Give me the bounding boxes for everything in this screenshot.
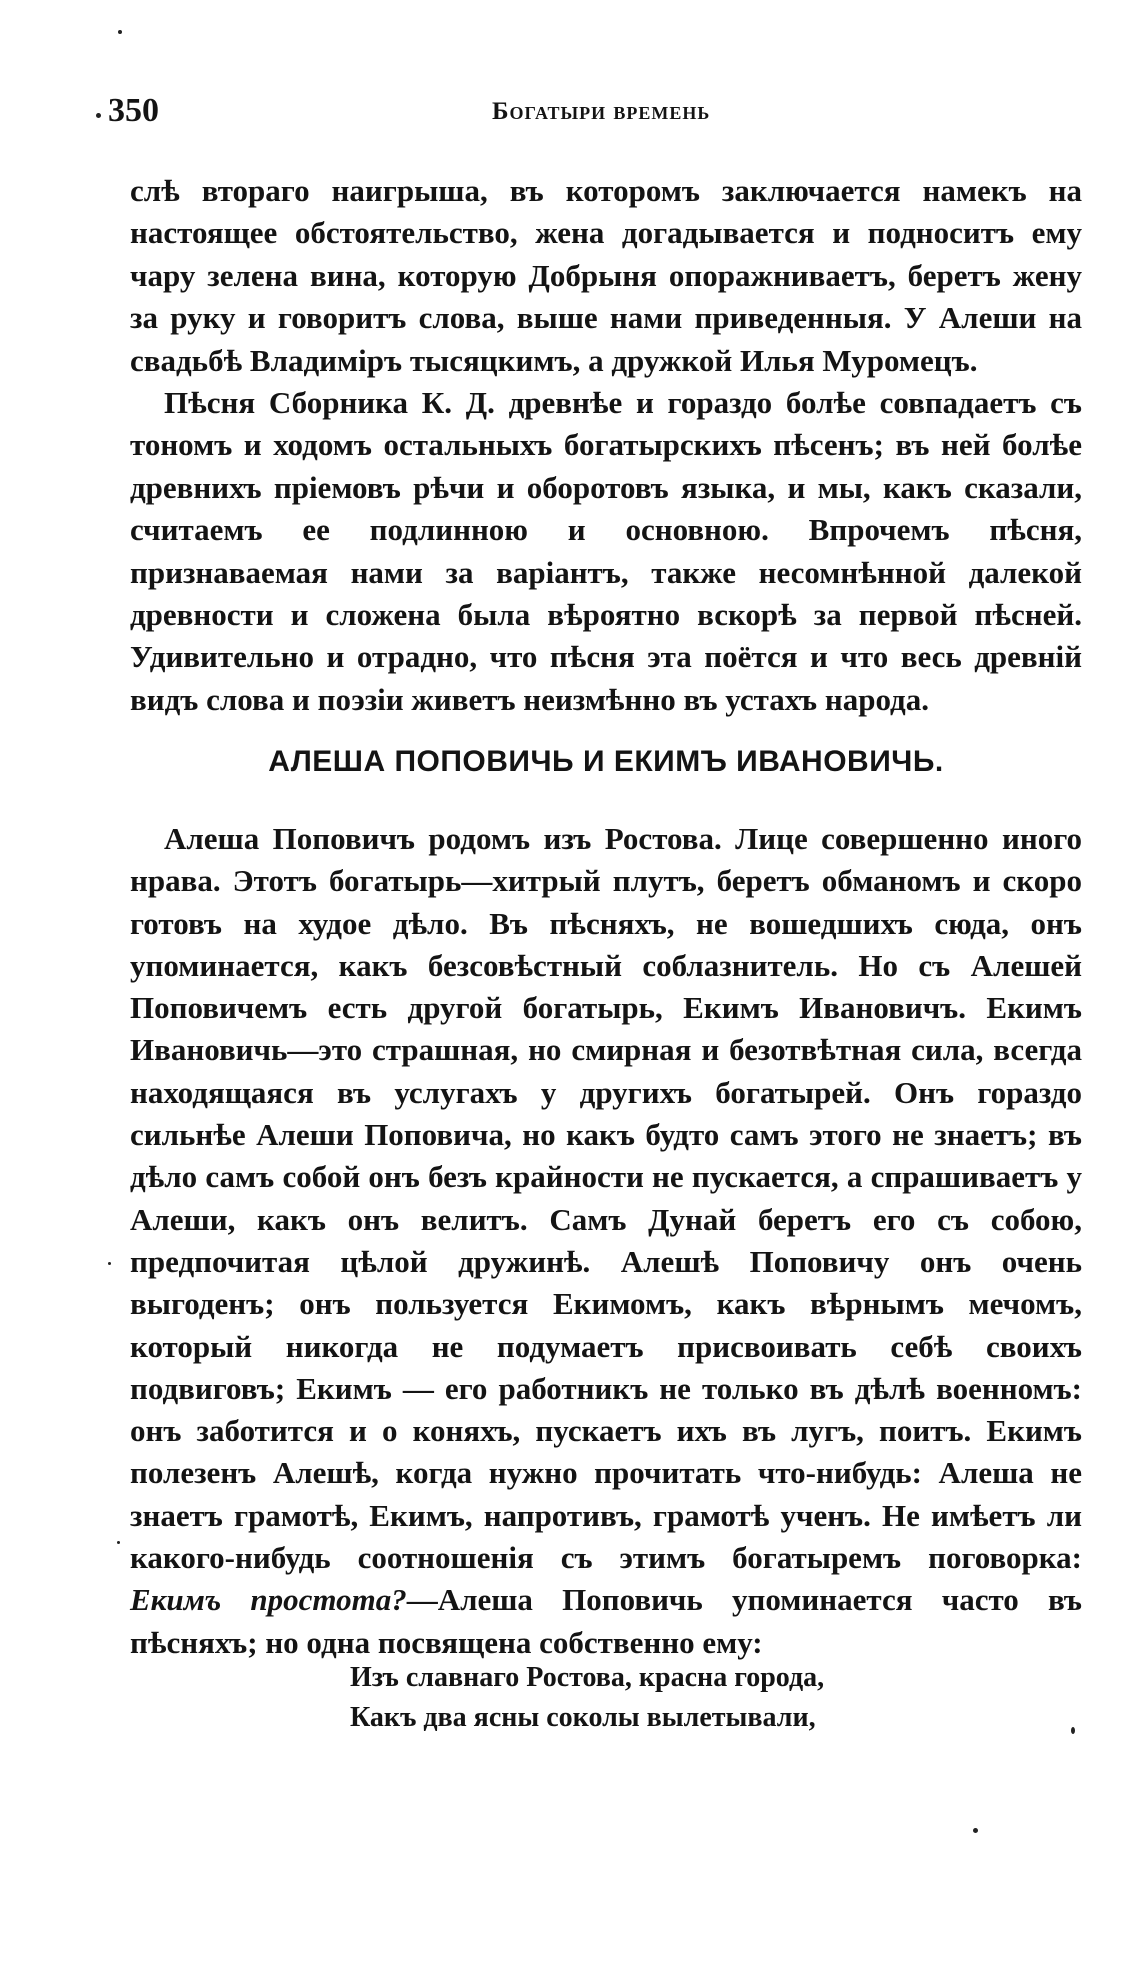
body-text-top xyxy=(130,170,1082,721)
page-number: 350 xyxy=(108,92,159,129)
print-speck xyxy=(108,1262,111,1265)
print-speck xyxy=(973,1828,978,1833)
print-speck xyxy=(1071,1727,1075,1734)
verse-line: Какъ два ясны соколы вылетывали, xyxy=(350,1702,816,1733)
verse-line: Изъ славнаго Ростова, красна города, xyxy=(350,1662,825,1693)
paragraph-alesha-popovich xyxy=(130,818,1082,1664)
print-speck xyxy=(118,30,122,34)
print-speck xyxy=(117,1541,120,1544)
running-head xyxy=(108,92,1084,132)
section-heading: АЛЕША ПОПОВИЧЬ И ЕКИМЪ ИВАНОВИЧЬ. xyxy=(268,745,944,778)
paragraph-tail-text: —Алеша Поповичь упоминается часто въ пѣсняхъ; но одна посвящена собственно ему: xyxy=(130,1582,1083,1660)
body-text-section xyxy=(130,818,1082,1664)
paragraph-song-comparison: Пѣсня Сборника К. Д. древнѣе и гораздо болѣе совпадаетъ съ тономъ и ходомъ остальныхъ богатырскихъ пѣсенъ; въ ней болѣе древнихъ прiемовъ рѣчи и оборотовъ языка, и мы, какъ сказали, считаемъ ее подлинною и основною. Впрочемъ пѣсня, признаваемая нами за варiантъ, также несомнѣнной далекой древности и сложена была вѣроятно вскорѣ за первой пѣсней. Удивительно и отрадно, что пѣсня эта поётся и что весь древнiй видъ слова и поэзiи живетъ неизмѣнно въ устахъ народа. xyxy=(130,385,1082,717)
proverb-italic: Екимъ простота? xyxy=(130,1582,407,1618)
print-speck xyxy=(96,113,101,118)
running-title: Богатыри времень xyxy=(492,98,711,125)
paragraph-main-text: Алеша Поповичъ родомъ изъ Ростова. Лице совершенно иного нрава. Этотъ богатырь—хитрый плутъ, беретъ обманомъ и скоро готовъ на худое дѣло. Въ пѣсняхъ, не вошедшихъ сюда, онъ упоминается, какъ безсовѣстный соблазнитель. Но съ Алешей Поповичемъ есть другой богатырь, Екимъ Ивановичъ. Екимъ Ивановичь—это страшная, но смирная и безотвѣтная сила, всегда находящаяся въ услугахъ у другихъ богатырей. Онъ гораздо сильнѣе Алеши Поповича, но какъ будто самъ этого не знаетъ; въ дѣло самъ собой онъ безъ крайности не пускается, а спрашиваетъ у Алеши, какъ онъ велитъ. Самъ Дунай беретъ его съ собою, предпочитая цѣлой дружинѣ. Алешѣ Поповичу онъ очень выгоденъ; онъ пользуется Екимомъ, какъ вѣрнымъ мечомъ, который никогда не подумаетъ присвоивать себѣ своихъ подвиговъ; Екимъ — его работникъ не только въ дѣлѣ военномъ: онъ заботится и о коняхъ, пускаетъ ихъ въ лугъ, поитъ. Екимъ полезенъ Алешѣ, когда нужно прочитать что-нибудь: Алеша не знаетъ грамотѣ, Екимъ, напротивъ, грамотѣ ученъ. Не имѣетъ ли какого-нибудь соотношенiя съ этимъ богатыремъ поговорка: xyxy=(130,821,1082,1576)
verse-block xyxy=(350,1658,824,1738)
paragraph-continuation: слѣ втораго наигрыша, въ которомъ заключается намекъ на настоящее обстоятельство, жена догадывается и подноситъ ему чару зелена вина, которую Добрыня опоражниваетъ, беретъ жену за руку и говоритъ слова, выше нами приведенныя. У Алеши на свадьбѣ Владимiръ тысяцкимъ, а дружкой Илья Муромецъ. xyxy=(130,173,1082,378)
